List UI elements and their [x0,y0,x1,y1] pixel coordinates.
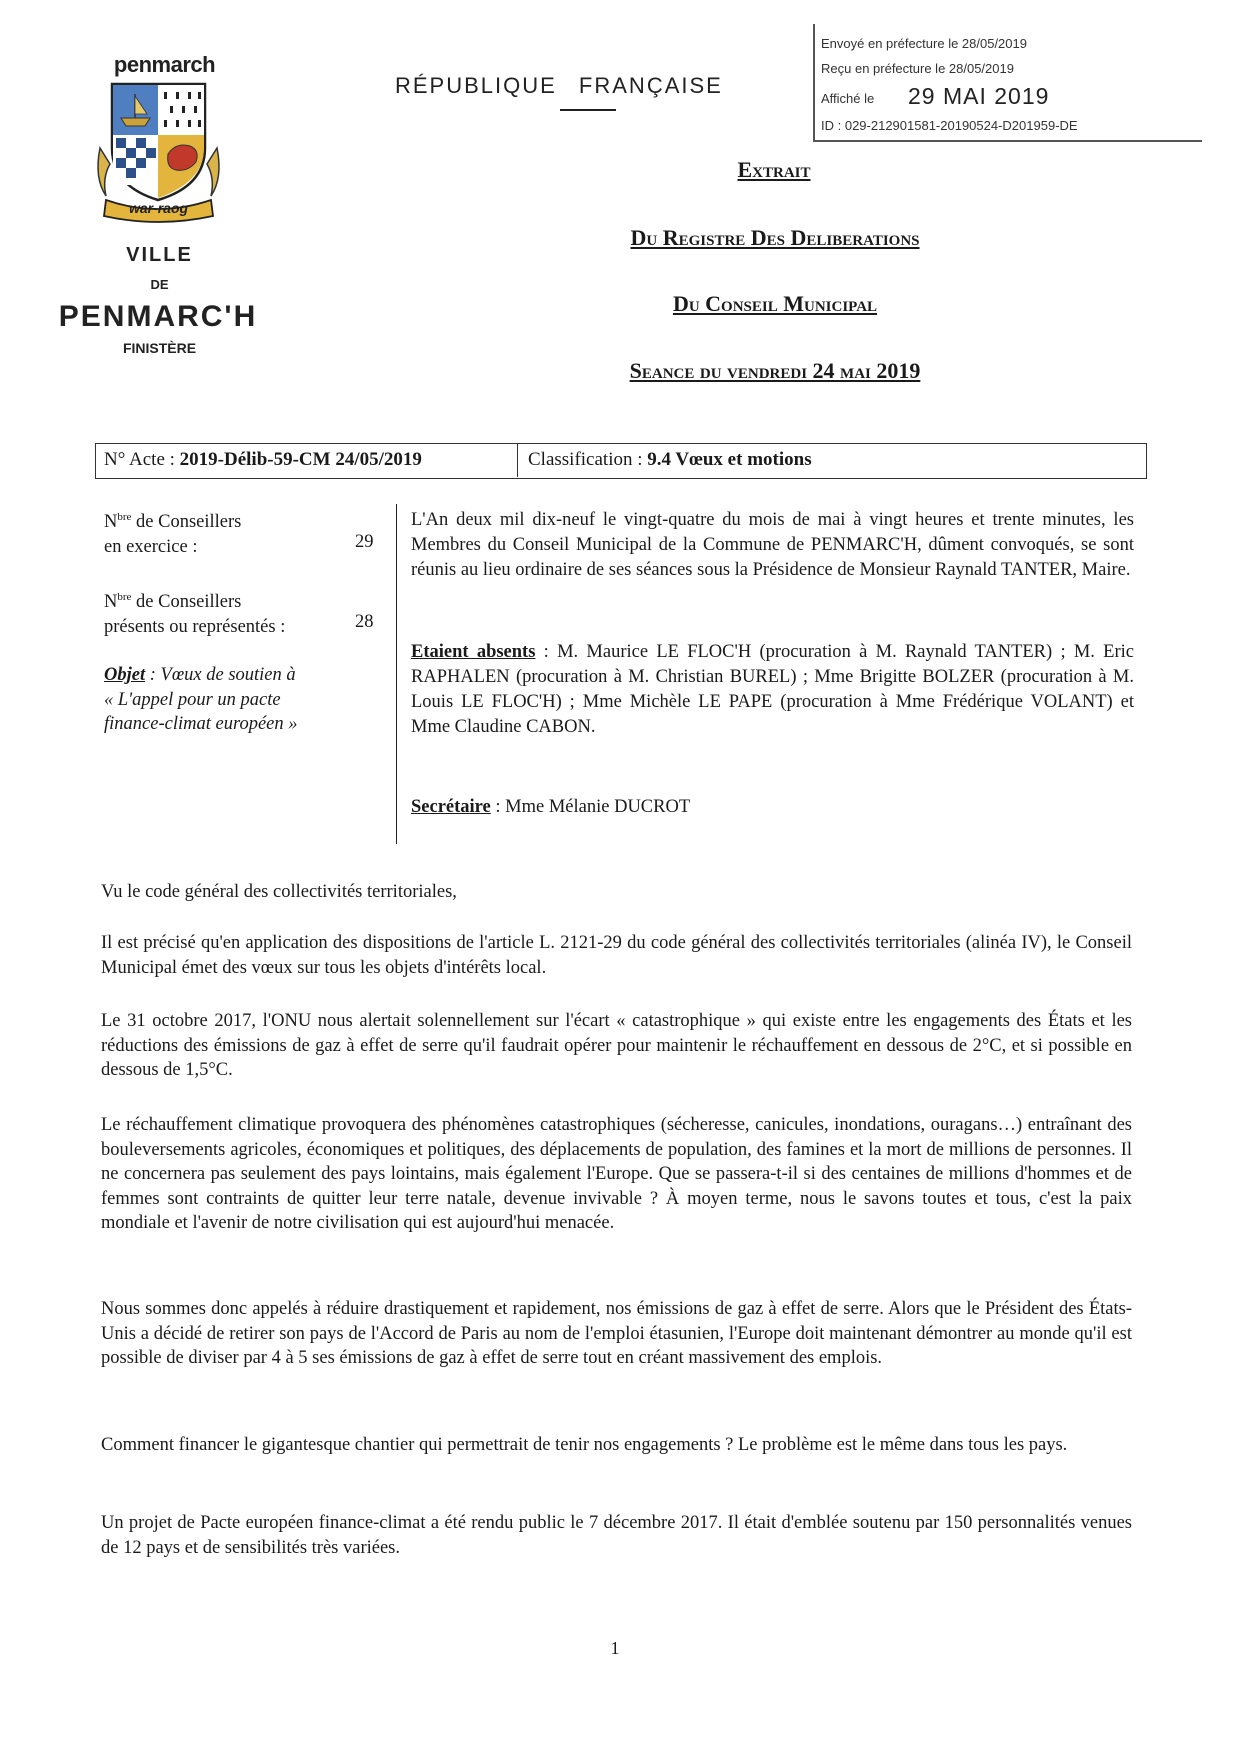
absents-label: Etaient absents [411,642,536,662]
title-registre: Du Registre Des Deliberations [630,225,920,250]
crest-motto: war-raog [128,200,189,216]
column-separator [396,504,397,844]
body-paragraph-7: Un projet de Pacte européen finance-climat a été rendu public le 7 décembre 2017. Il était d'emblée soutenu par 150 personnalités venues de 12 pays et de sensibilités très variées. [101,1513,1132,1558]
conseillers-presents-label: $N^{bre}$ de Conseillers présents ou représentés : [104,591,286,637]
title-extrait: Extrait [737,157,811,182]
exercice-label-line1: de Conseillers [136,512,242,533]
nbre-superscript: bre [117,591,132,603]
stamp-affiche-label: Affiché le [821,91,875,106]
acte-classification [528,449,812,471]
acte-number [104,449,422,471]
town-ville-label: VILLE [126,244,193,266]
acte-class-value: 9.4 Vœux et motions [647,449,812,470]
seance-absents [411,640,1134,740]
secretaire-text: : Mme Mélanie DUCROT [490,797,691,817]
town-label: penmarch [113,52,216,77]
town-region: FINISTÈRE [122,340,197,356]
town-de-label: DE [150,277,169,292]
presents-label-line2: présents ou représentés : [104,616,286,637]
stamp-id: ID : 029-212901581-20190524-D201959-DE [821,118,1078,133]
stamp-recu: Reçu en préfecture le 28/05/2019 [821,61,1014,76]
conseillers-exercice-label: $N^{bre}$ de Conseillers en exercice : [104,511,242,557]
page-number: 1 [610,1638,620,1658]
objet-block [104,663,298,737]
stamp-affiche-date: 29 MAI 2019 [908,83,1050,109]
acte-divider [517,443,518,477]
conseillers-presents-value: 28 [355,612,374,632]
presents-label-line1: de Conseillers [136,592,242,613]
body-paragraph-3: Le 31 octobre 2017, l'ONU nous alertait solennellement sur l'écart « catastrophique » qui existe entre les engagements des États et les réductions des émissions de gaz à effet de serre qu'il faudrait opérer pour maintenir le réchauffement en dessous de 2°C, et si possible en dessous de 1,5°C. [101,1011,1132,1080]
acte-class-label: Classification : [528,449,648,470]
objet-text-line1: : Vœux de soutien à [145,665,296,685]
exercice-label-line2: en exercice : [104,536,198,557]
body-paragraph-5: Nous sommes donc appelés à réduire drastiquement et rapidement, nos émissions de gaz à effet de serre. Alors que le Président des États-Unis a décidé de retirer son pays de l'Accord de Paris au nom de l'emploi étasunien, l'Europe doit maintenant démontrer au monde qu'il est possible de diviser par 4 à 5 ses émissions de gaz à effet de serre tout en créant massivement des emplois. [101,1299,1132,1368]
seance-secretaire [411,797,690,818]
absents-text: : M. Maurice LE FLOC'H (procuration à M. Raynald TANTER) ; M. Eric RAPHALEN (procuration à M. Christian BUREL) ; Mme Brigitte BOLZER (procuration à M. Louis LE FLOC'H) ; Mme Michèle LE PAPE (procuration à Mme Frédérique VOLANT) et Mme Claudine CABON. [411,642,1134,737]
body-paragraph-2: Il est précisé qu'en application des dispositions de l'article L. 2121-29 du code général des collectivités territoriales (alinéa IV), le Conseil Municipal émet des vœux sur tous les objets d'intérêts local. [101,933,1132,978]
title-seance: Seance du vendredi 24 mai 2019 [629,358,921,383]
body-paragraph-4: Le réchauffement climatique provoquera des phénomènes catastrophiques (sécheresse, canicules, inondations, ouragans…) entraînant des bouleversements agricoles, économiques et politiques, des déplacements de population, des famines et la mort de millions de personnes. Il ne concernera pas seulement des pays lointains, mais également l'Europe. Que se passera-t-il si des centaines de millions d'hommes et de femmes sont contraints de quitter leur terre natale, devenue invivable ? À moyen terme, nous le savons toutes et tous, c'est la paix mondiale et l'avenir de notre civilisation qui est aujourd'hui menacée. [101,1115,1132,1233]
republic-heading: RÉPUBLIQUE FRANÇAISE [395,73,723,98]
stamp-envoye: Envoyé en préfecture le 28/05/2019 [821,36,1027,51]
seance-intro: L'An deux mil dix-neuf le vingt-quatre du mois de mai à vingt heures et trente minutes, les Membres du Conseil Municipal de la Commune de PENMARC'H, dûment convoqués, se sont réunis au lieu ordinaire de ses séances sous la Présidence de Monsieur Raynald TANTER, Maire. [411,510,1134,580]
secretaire-label: Secrétaire [411,797,491,817]
nbre-superscript: bre [117,511,132,523]
objet-text-line3: finance-climat européen » [104,714,298,734]
objet-text-line2: « L'appel pour un pacte [104,689,281,710]
acte-number-value: 2019-Délib-59-CM 24/05/2019 [179,449,422,470]
conseillers-exercice-value: 29 [355,532,374,552]
acte-number-label: N° Acte : [104,449,180,470]
title-conseil: Du Conseil Municipal [672,291,878,316]
objet-label: Objet [104,665,146,685]
body-paragraph-1: Vu le code général des collectivités territoriales, [101,882,457,902]
town-name: PENMARC'H [58,300,258,333]
republic-underline [560,109,616,111]
body-paragraph-6: Comment financer le gigantesque chantier qui permettrait de tenir nos engagements ? Le problème est le même dans tous les pays. [101,1435,1068,1455]
